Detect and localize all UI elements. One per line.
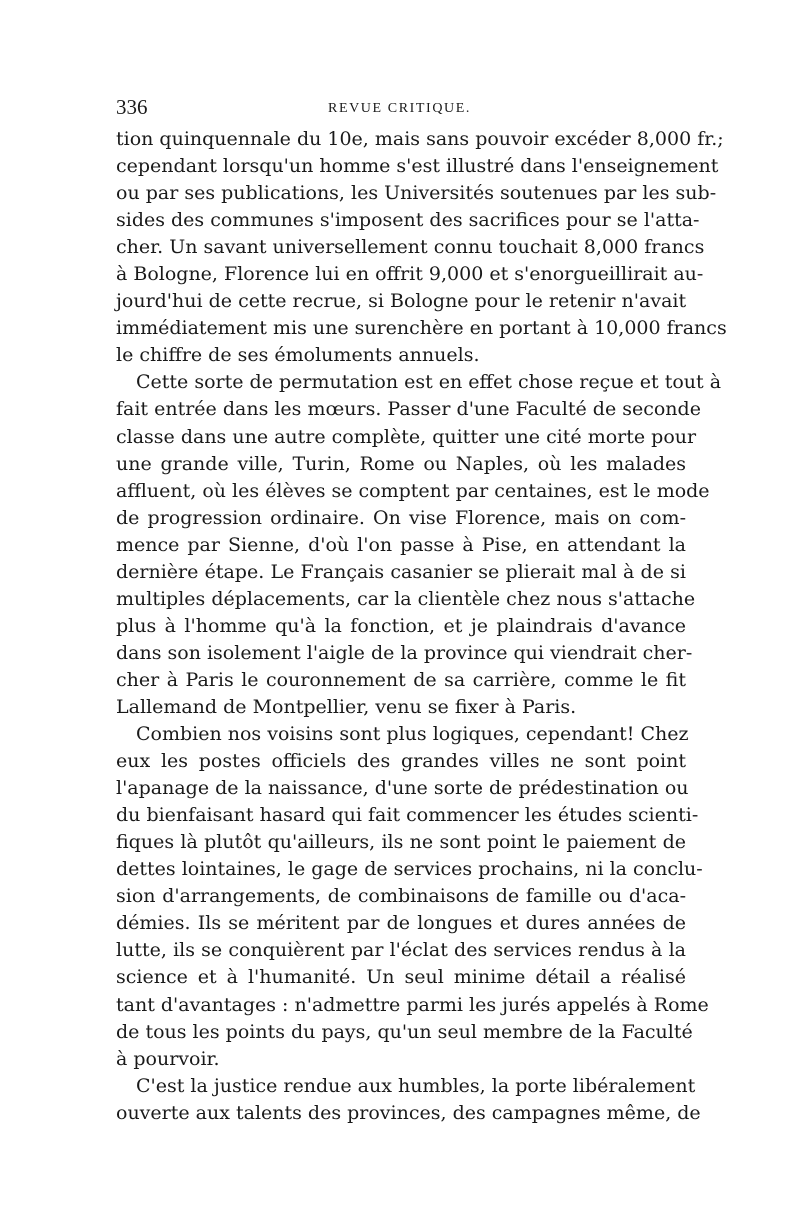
text-line: fait entrée dans les mœurs. Passer d'une Faculté de seconde bbox=[116, 398, 701, 421]
text-line: une grande ville, Turin, Rome ou Naples, où les malades bbox=[116, 452, 686, 475]
running-title: REVUE CRITIQUE. bbox=[328, 101, 471, 116]
body-text bbox=[116, 126, 727, 1127]
text-line: mence par Sienne, d'où l'on passe à Pise, en attendant la bbox=[116, 533, 686, 556]
text-line: immédiatement mis une surenchère en portant à 10,000 francs bbox=[116, 317, 727, 340]
text-line: de tous les points du pays, qu'un seul membre de la Faculté bbox=[116, 1020, 693, 1043]
text-line: dettes lointaines, le gage de services prochains, ni la conclu- bbox=[116, 858, 703, 881]
text-line: de progression ordinaire. On vise Florence, mais on com- bbox=[116, 506, 686, 529]
text-line: eux les postes officiels des grandes villes ne sont point bbox=[116, 750, 686, 773]
text-line: sides des communes s'imposent des sacrifices pour se l'atta- bbox=[116, 209, 700, 232]
text-line: du bienfaisant hasard qui fait commencer les études scienti- bbox=[116, 804, 699, 827]
text-line: ou par ses publications, les Universités soutenues par les sub- bbox=[116, 182, 717, 205]
text-line: cependant lorsqu'un homme s'est illustré dans l'enseignement bbox=[116, 155, 719, 178]
text-line: Combien nos voisins sont plus logiques, cependant! Chez bbox=[136, 723, 689, 746]
text-line: lutte, ils se conquièrent par l'éclat des services rendus à la bbox=[116, 939, 686, 962]
text-line: dans son isolement l'aigle de la province qui viendrait cher- bbox=[116, 641, 693, 664]
text-line: science et à l'humanité. Un seul minime détail a réalisé bbox=[116, 966, 686, 989]
text-line: classe dans une autre complète, quitter une cité morte pour bbox=[116, 425, 697, 448]
text-line: Lallemand de Montpellier, venu se fixer à Paris. bbox=[116, 695, 577, 718]
text-line: tion quinquennale du 10e, mais sans pouvoir excéder 8,000 fr.; bbox=[116, 128, 724, 150]
page-header bbox=[116, 92, 686, 122]
text-line: dernière étape. Le Français casanier se plierait mal à de si bbox=[116, 560, 686, 583]
text-line: affluent, où les élèves se comptent par centaines, est le mode bbox=[116, 479, 710, 502]
text-line: sion d'arrangements, de combinaisons de famille ou d'aca- bbox=[116, 885, 686, 908]
text-line: tant d'avantages : n'admettre parmi les jurés appelés à Rome bbox=[116, 993, 709, 1016]
text-line: à pourvoir. bbox=[116, 1047, 220, 1070]
text-line: le chiffre de ses émoluments annuels. bbox=[116, 344, 480, 367]
text-line: plus à l'homme qu'à la fonction, et je plaindrais d'avance bbox=[116, 614, 686, 637]
text-line: l'apanage de la naissance, d'une sorte de prédestination ou bbox=[116, 777, 689, 800]
text-line: ouverte aux talents des provinces, des campagnes même, de bbox=[116, 1101, 701, 1124]
text-line: fiques là plutôt qu'ailleurs, ils ne sont point le paiement de bbox=[116, 831, 686, 854]
text-line: démies. Ils se méritent par de longues et dures années de bbox=[116, 912, 686, 935]
text-line: C'est la justice rendue aux humbles, la porte libéralement bbox=[136, 1074, 696, 1097]
page-number: 336 bbox=[116, 95, 148, 119]
text-line: à Bologne, Florence lui en offrit 9,000 et s'enorgueillirait au- bbox=[116, 263, 704, 286]
text-line: Cette sorte de permutation est en effet chose reçue et tout à bbox=[136, 371, 722, 394]
text-line: cher. Un savant universellement connu touchait 8,000 francs bbox=[116, 236, 705, 259]
text-line: cher à Paris le couronnement de sa carrière, comme le fit bbox=[116, 668, 686, 691]
text-line: jourd'hui de cette recrue, si Bologne pour le retenir n'avait bbox=[116, 290, 687, 313]
text-line: multiples déplacements, car la clientèle chez nous s'attache bbox=[116, 587, 696, 610]
